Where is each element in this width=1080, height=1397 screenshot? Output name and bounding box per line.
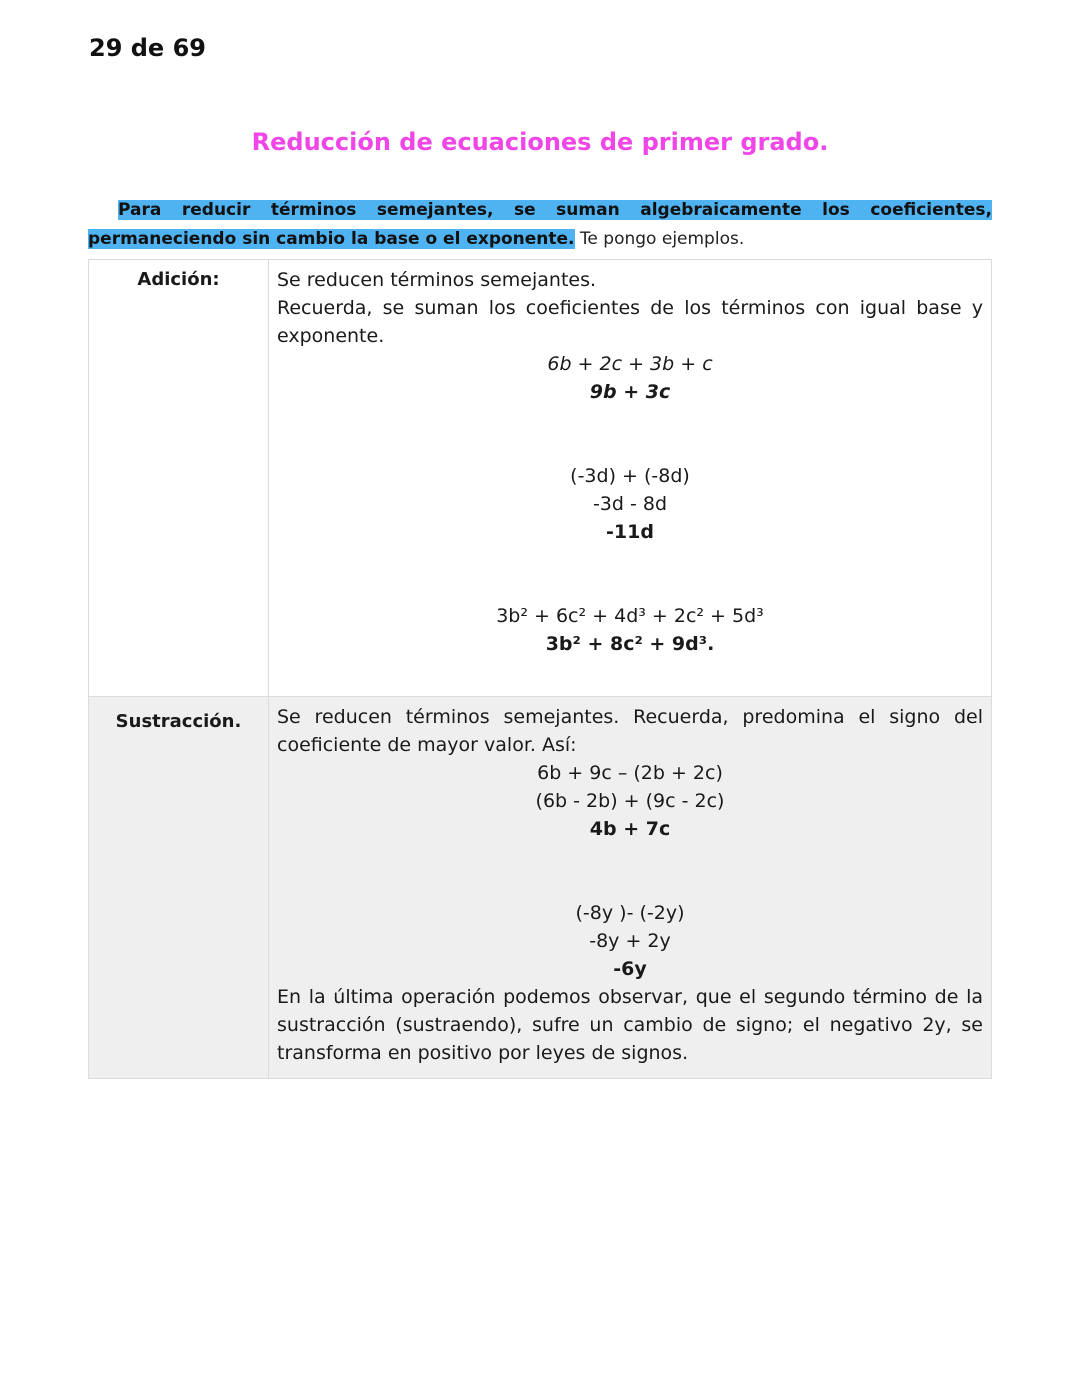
highlighted-text[interactable]: Para reducir términos semejantes, se suman algebraicamente los coeficientes, permaneciendo sin cambio la base o el exponente. [88,200,992,249]
addition-ex1-result: 9b + 3c [589,381,671,403]
page-title: Reducción de ecuaciones de primer grado. [251,128,829,156]
subtraction-ex1-line2: (6b - 2b) + (9c - 2c) [535,790,725,812]
table-row-addition [89,260,992,697]
subtraction-ex2-line1: (-8y )- (-2y) [575,902,685,924]
subtraction-text-1: Se reducen términos semejantes. Recuerda, predomina el signo del coeficiente de mayor valor. Así: [277,706,983,756]
table-row-subtraction [89,697,992,1079]
page-counter: 29 de 69 [89,34,206,62]
operations-table [88,259,992,1079]
intro-paragraph [88,196,992,254]
addition-content [269,260,992,697]
addition-text-1: Se reducen términos semejantes. [277,269,597,291]
addition-label: Adición: [89,260,269,697]
addition-text-2: Recuerda, se suman los coeficientes de los términos con igual base y exponente. [277,297,983,347]
subtraction-text-2: En la última operación podemos observar, que el segundo término de la sustracción (sustraendo), sufre un cambio de signo; el negativo 2y, se transforma en positivo por leyes de signos. [277,986,983,1064]
subtraction-label: Sustracción. [89,697,269,1079]
addition-ex2-line1: (-3d) + (-8d) [570,465,690,487]
addition-ex2-result: -11d [606,521,654,543]
addition-ex2-line2: -3d - 8d [592,493,668,515]
subtraction-ex1-result: 4b + 7c [589,818,671,840]
intro-rest: Te pongo ejemplos. [574,229,745,249]
addition-ex3-result: 3b² + 8c² + 9d³. [545,633,715,655]
subtraction-ex2-line2: -8y + 2y [589,930,671,952]
subtraction-ex2-result: -6y [613,958,647,980]
subtraction-ex1-line1: 6b + 9c – (2b + 2c) [537,762,723,784]
addition-ex1-line1: 6b + 2c + 3b + c [547,353,713,375]
addition-ex3-line1: 3b² + 6c² + 4d³ + 2c² + 5d³ [496,605,764,627]
subtraction-content [269,697,992,1079]
